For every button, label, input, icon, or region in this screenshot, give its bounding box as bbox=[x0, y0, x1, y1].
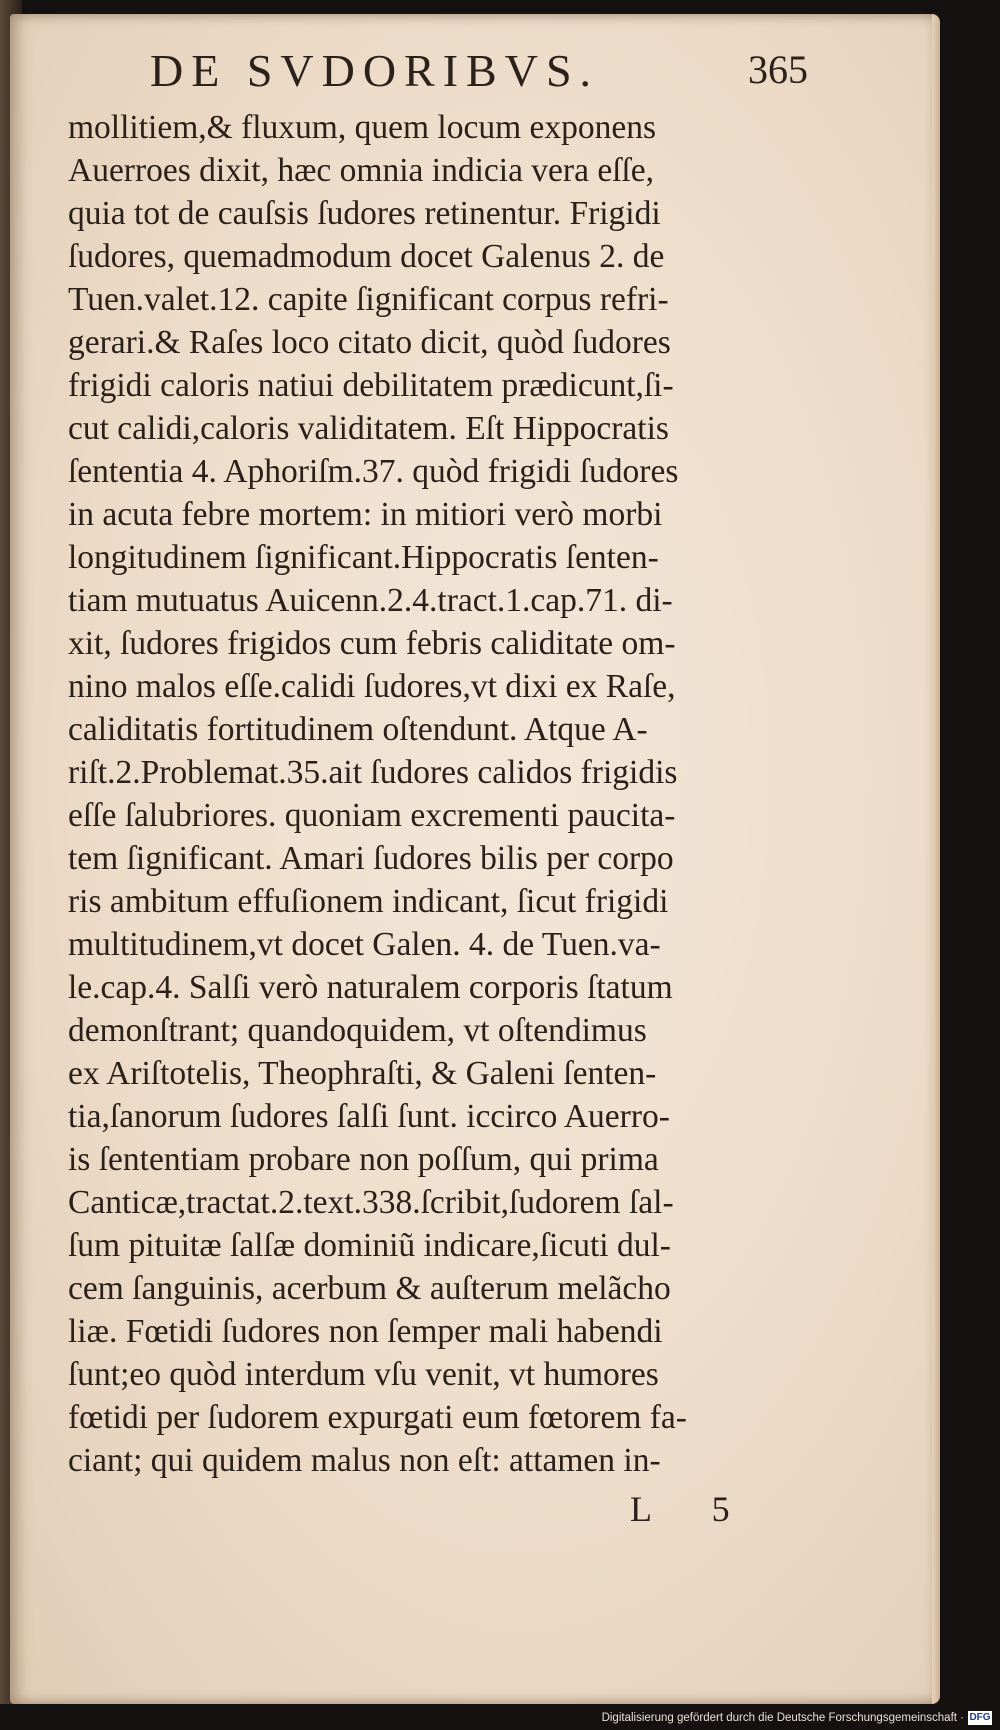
text-line: ſententia 4. Aphoriſm.37. quòd frigidi ſudores bbox=[68, 453, 679, 490]
text-line: mollitiem,& fluxum, quem locum exponens bbox=[68, 109, 657, 146]
text-line: gerari.& Raſes loco citato dicit, quòd ſudores bbox=[68, 324, 671, 361]
text-line: ris ambitum effuſionem indicant, ſicut frigidi bbox=[68, 883, 669, 920]
text-line: fœtidi per ſudorem expurgati eum fœtorem fa- bbox=[68, 1399, 687, 1436]
text-line: riſt.2.Problemat.35.ait ſudores calidos frigidis bbox=[68, 754, 678, 791]
text-line: cut calidi,caloris validitatem. Eſt Hippocratis bbox=[68, 410, 669, 447]
text-line: tiam mutuatus Auicenn.2.4.tract.1.cap.71. di- bbox=[68, 582, 673, 619]
text-line: Auerroes dixit, hæc omnia indicia vera eſſe, bbox=[68, 152, 655, 189]
text-line: le.cap.4. Salſi verò naturalem corporis ſtatum bbox=[68, 969, 673, 1006]
text-line: liæ. Fœtidi ſudores non ſemper mali habendi bbox=[68, 1313, 663, 1350]
text-line: demonſtrant; quandoquidem, vt oſtendimus bbox=[68, 1012, 647, 1049]
text-line: nino malos eſſe.calidi ſudores,vt dixi ex Raſe, bbox=[68, 668, 676, 705]
page-number: 365 bbox=[748, 47, 808, 92]
text-line: xit, ſudores frigidos cum febris caliditate om- bbox=[68, 625, 676, 662]
text-line: ex Ariſtotelis, Theophraſti, & Galeni ſenten- bbox=[68, 1055, 657, 1092]
text-line: eſſe ſalubriores. quoniam excrementi paucita- bbox=[68, 797, 676, 834]
text-line: frigidi caloris natiui debilitatem prædicunt,ſi- bbox=[68, 367, 674, 404]
page-edge bbox=[932, 14, 940, 1704]
book-page bbox=[10, 14, 940, 1704]
text-line: is ſententiam probare non poſſum, qui prima bbox=[68, 1141, 659, 1178]
text-line: longitudinem ſignificant.Hippocratis ſenten- bbox=[68, 539, 659, 576]
text-line: cem ſanguinis, acerbum & auſterum melãcho bbox=[68, 1270, 671, 1307]
text-line: tem ſignificant. Amari ſudores bilis per corpo bbox=[68, 840, 674, 877]
text-line: multitudinem,vt docet Galen. 4. de Tuen.va- bbox=[68, 926, 661, 963]
text-line: Tuen.valet.12. capite ſignificant corpus refri- bbox=[68, 281, 669, 318]
text-line: Canticæ,tractat.2.text.338.ſcribit,ſudorem ſal- bbox=[68, 1184, 674, 1221]
funding-note: Digitalisierung gefördert durch die Deutsche Forschungsgemeinschaft · bbox=[601, 1712, 964, 1724]
running-head: DE SVDORIBVS. bbox=[150, 45, 600, 96]
text-line: quia tot de cauſsis ſudores retinentur. Frigidi bbox=[68, 195, 661, 232]
text-line: ſudores, quemadmodum docet Galenus 2. de bbox=[68, 238, 665, 275]
text-line: caliditatis fortitudinem oſtendunt. Atque A- bbox=[68, 711, 648, 748]
text-line: ſum pituitæ ſalſæ dominiũ indicare,ſicuti dul- bbox=[68, 1227, 671, 1264]
text-line: in acuta febre mortem: in mitiori verò morbi bbox=[68, 496, 663, 533]
body-text bbox=[68, 106, 828, 1482]
text-line: ciant; qui quidem malus non eſt: attamen in- bbox=[68, 1442, 661, 1479]
signature-mark: L 5 bbox=[630, 1489, 756, 1529]
text-line: ſunt;eo quòd interdum vſu venit, vt humores bbox=[68, 1356, 659, 1393]
dfg-logo: DFG bbox=[969, 1712, 991, 1723]
text-line: tia,ſanorum ſudores ſalſi ſunt. iccirco Auerro- bbox=[68, 1098, 670, 1135]
footer-bar bbox=[0, 1704, 1000, 1730]
